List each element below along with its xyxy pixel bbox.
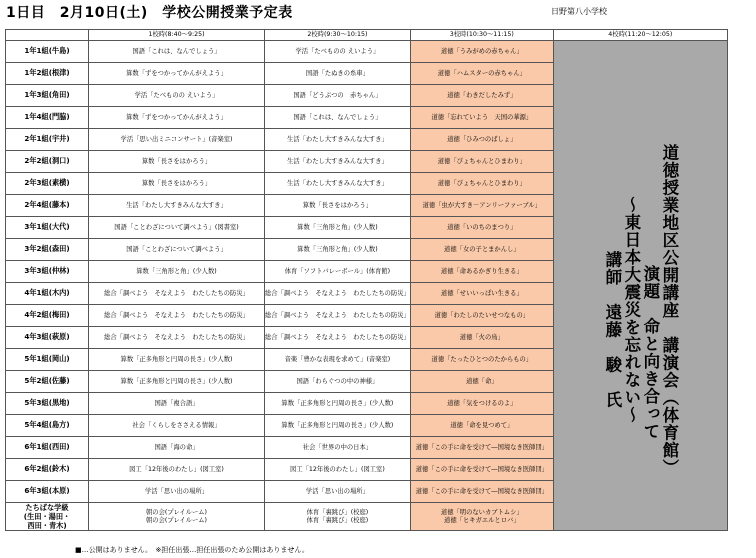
period-3-cell: 道徳「ぴょちゃんとひまわり」 xyxy=(410,151,553,173)
footnote: ■…公開はありません。 ※担任出張…担任出張のため公開はありません。 xyxy=(75,546,309,554)
period-1-cell: 学活「思い出ミニコンサート」(音楽室) xyxy=(89,129,265,151)
header-period-4: 4校時(11:20～12:05) xyxy=(553,30,727,41)
school-name: 日野第八小学校 xyxy=(551,7,607,16)
header-period-1: 1校時(8:40～9:25) xyxy=(89,30,265,41)
lecture-theme: 演題 命と向き合って xyxy=(640,264,660,440)
period-2-cell: 算数「三角形と角」(少人数) xyxy=(265,217,411,239)
class-cell: 3年1組(大代) xyxy=(6,217,89,239)
period-2-cell: 生活「わたし大すきみんな大すき」 xyxy=(265,151,411,173)
period-3-cell: 道徳「ぴょちゃんとひまわり」 xyxy=(410,173,553,195)
period-2-cell: 生活「わたし大すきみんな大すき」 xyxy=(265,129,411,151)
period-1-cell-line: 朝の会(プレイルーム) xyxy=(145,516,208,524)
period-3-cell: 道徳「女の子とまかんし」 xyxy=(410,239,553,261)
class-cell xyxy=(6,503,89,531)
period-3-cell: 道徳「この手に命を受けて―国境なき医師団」 xyxy=(410,437,553,459)
period-1-cell: 生活「わたし大すきみんな大すき」 xyxy=(89,195,265,217)
period-1-cell: 国語「ことわざについて調べよう」(図書室) xyxy=(89,217,265,239)
period-3-cell: 道徳「命」 xyxy=(410,371,553,393)
class-cell: 2年4組(藤本) xyxy=(6,195,89,217)
header-period-2: 2校時(9:30～10:15) xyxy=(265,30,411,41)
period-2-cell: 学活「思い出の場所」 xyxy=(265,481,411,503)
period-2-cell-line: 体育「裏跳び」(校庭) xyxy=(306,516,369,524)
period-1-cell-line: 朝の会(プレイルーム) xyxy=(145,509,208,517)
class-cell: 2年2組(洞口) xyxy=(6,151,89,173)
special-lecture-text xyxy=(554,41,727,530)
class-cell: 4年2組(梅田) xyxy=(6,305,89,327)
period-2-cell: 国語「これは、なんでしょう」 xyxy=(265,107,411,129)
period-1-cell: 総合「調べよう そなえよう わたしたちの防災」 xyxy=(89,327,265,349)
period-2-cell: 算数「正多角形と円周の長さ」(少人数) xyxy=(265,393,411,415)
period-3-cell: 道徳「せいいっぱい生きる」 xyxy=(410,283,553,305)
period-2-cell: 算数「正多角形と円周の長さ」(少人数) xyxy=(265,415,411,437)
period-3-cell-line: 道徳「明のないカブトムシ」 xyxy=(440,509,523,517)
period-3-cell: 道徳「うみがめの赤ちゃん」 xyxy=(410,41,553,63)
period-1-cell: 算数「ずをつかってかんがえよう」 xyxy=(89,63,265,85)
class-cell: 6年2組(鈴木) xyxy=(6,459,89,481)
period-2-cell-line: 体育「裏跳び」(校庭) xyxy=(306,509,369,517)
schedule-table xyxy=(5,29,728,531)
period-1-cell: 算数「正多角形と円周の長さ」(少人数) xyxy=(89,349,265,371)
period-2-cell: 国語「たぬきの糸車」 xyxy=(265,63,411,85)
period-2-cell: 音楽「豊かな表現を求めて」(音楽室) xyxy=(265,349,411,371)
class-cell: 3年2組(森田) xyxy=(6,239,89,261)
period-1-cell: 学活「たべものの えいよう」 xyxy=(89,85,265,107)
class-cell-line: (生田・湯田・ xyxy=(23,512,71,521)
class-cell-line: 西田・青木) xyxy=(27,521,67,530)
period-1-cell: 図工「12年後のわたし」(図工室) xyxy=(89,459,265,481)
period-2-cell: 生活「わたし大すきみんな大すき」 xyxy=(265,173,411,195)
period-2-cell: 総合「調べよう そなえよう わたしたちの防災」 xyxy=(265,305,411,327)
period-2-cell: 算数「三角形と角」(少人数) xyxy=(265,239,411,261)
period-1-cell: 総合「調べよう そなえよう わたしたちの防災」 xyxy=(89,305,265,327)
period-3-cell: 道徳「火の鳥」 xyxy=(410,327,553,349)
class-cell: 6年1組(西田) xyxy=(6,437,89,459)
period-2-cell: 社会「世界の中の日本」 xyxy=(265,437,411,459)
special-lecture-cell xyxy=(553,41,727,531)
class-cell: 1年4組(門脇) xyxy=(6,107,89,129)
class-cell: 6年3組(本原) xyxy=(6,481,89,503)
period-1-cell: 算数「正多角形と円周の長さ」(少人数) xyxy=(89,371,265,393)
period-1-cell: 算数「長さをはかろう」 xyxy=(89,151,265,173)
period-3-cell: 道徳「気をつけるのよ」 xyxy=(410,393,553,415)
period-1-cell: 国語「これは、なんでしょう」 xyxy=(89,41,265,63)
period-1-cell: 国語「海の命」 xyxy=(89,437,265,459)
period-3-cell: 道徳「この手に命を受けて―国境なき医師団」 xyxy=(410,481,553,503)
class-cell: 3年3組(仲林) xyxy=(6,261,89,283)
period-2-cell: 総合「調べよう そなえよう わたしたちの防災」 xyxy=(265,327,411,349)
period-3-cell: 道徳「命を見つめて」 xyxy=(410,415,553,437)
period-1-cell: 算数「長さをはかろう」 xyxy=(89,173,265,195)
period-3-cell: 道徳「命あるかぎり生きる」 xyxy=(410,261,553,283)
period-3-cell: 道徳「忘れていよう 天国の華源」 xyxy=(410,107,553,129)
period-1-cell: 国語「ことわざについて調べよう」 xyxy=(89,239,265,261)
period-1-cell: 算数「三角形と角」(少人数) xyxy=(89,261,265,283)
period-3-cell: 道徳「わきだしたみず」 xyxy=(410,85,553,107)
header-class xyxy=(6,30,89,41)
period-3-cell: 道徳「わたしのたいせつなもの」 xyxy=(410,305,553,327)
period-1-cell: 総合「調べよう そなえよう わたしたちの防災」 xyxy=(89,283,265,305)
table-row xyxy=(6,41,728,63)
class-cell: 2年1組(宇井) xyxy=(6,129,89,151)
page-title: 1日目 2月10日(土) 学校公開授業予定表 xyxy=(6,5,293,21)
period-2-cell: 国語「どうぶつの 赤ちゃん」 xyxy=(265,85,411,107)
period-3-cell: 道徳「この手に命を受けて―国境なき医師団」 xyxy=(410,459,553,481)
period-1-cell xyxy=(89,503,265,531)
class-cell: 4年3組(萩原) xyxy=(6,327,89,349)
class-cell: 2年3組(素横) xyxy=(6,173,89,195)
period-3-cell xyxy=(410,503,553,531)
class-cell: 5年4組(島方) xyxy=(6,415,89,437)
period-3-cell-line: 道徳「ヒキガエルとロバ」 xyxy=(444,516,520,524)
period-1-cell: 社会「くらしをささえる情報」 xyxy=(89,415,265,437)
class-cell: 4年1組(木内) xyxy=(6,283,89,305)
lecture-speaker: 講師 遠藤 駿 氏 xyxy=(602,251,622,409)
period-1-cell: 国語「複合語」 xyxy=(89,393,265,415)
lecture-title-gap xyxy=(660,319,679,337)
period-2-cell: 算数「長さをはかろう」 xyxy=(265,195,411,217)
period-2-cell: 図工「12年後のわたし」(図工室) xyxy=(265,459,411,481)
class-cell: 5年2組(佐藤) xyxy=(6,371,89,393)
class-cell: 5年3組(黒地) xyxy=(6,393,89,415)
period-3-cell: 道徳「いのちのまつり」 xyxy=(410,217,553,239)
class-cell: 1年1組(牛島) xyxy=(6,41,89,63)
period-2-cell: 総合「調べよう そなえよう わたしたちの防災」 xyxy=(265,283,411,305)
period-3-cell: 道徳「たったひとつのたからもの」 xyxy=(410,349,553,371)
lecture-subtitle: ～東日本大震災を忘れない～ xyxy=(621,196,641,424)
lecture-title-main: 道徳授業地区公開講座 xyxy=(659,143,679,319)
class-cell: 1年2組(根津) xyxy=(6,63,89,85)
header-row xyxy=(6,30,728,41)
lecture-venue: 講演会（体育館） xyxy=(659,336,679,477)
period-1-cell: 算数「ずをつかってかんがえよう」 xyxy=(89,107,265,129)
class-cell: 1年3組(角田) xyxy=(6,85,89,107)
header-period-3: 3校時(10:30～11:15) xyxy=(410,30,553,41)
lecture-title xyxy=(660,85,678,531)
class-cell: 5年1組(岡山) xyxy=(6,349,89,371)
period-3-cell: 道徳「ひみつのばしょ」 xyxy=(410,129,553,151)
period-2-cell: 国語「わらぐつの中の神様」 xyxy=(265,371,411,393)
period-3-cell: 道徳「ハムスターの赤ちゃん」 xyxy=(410,63,553,85)
period-3-cell: 道徳「虫が大すき－アンリーファーブル」 xyxy=(410,195,553,217)
period-2-cell: 学活「たべものの えいよう」 xyxy=(265,41,411,63)
class-cell-line: たちばな学級 xyxy=(25,503,69,512)
period-2-cell: 体育「ソフトバレーボール」(体育館) xyxy=(265,261,411,283)
period-1-cell: 学活「思い出の場所」 xyxy=(89,481,265,503)
period-2-cell xyxy=(265,503,411,531)
